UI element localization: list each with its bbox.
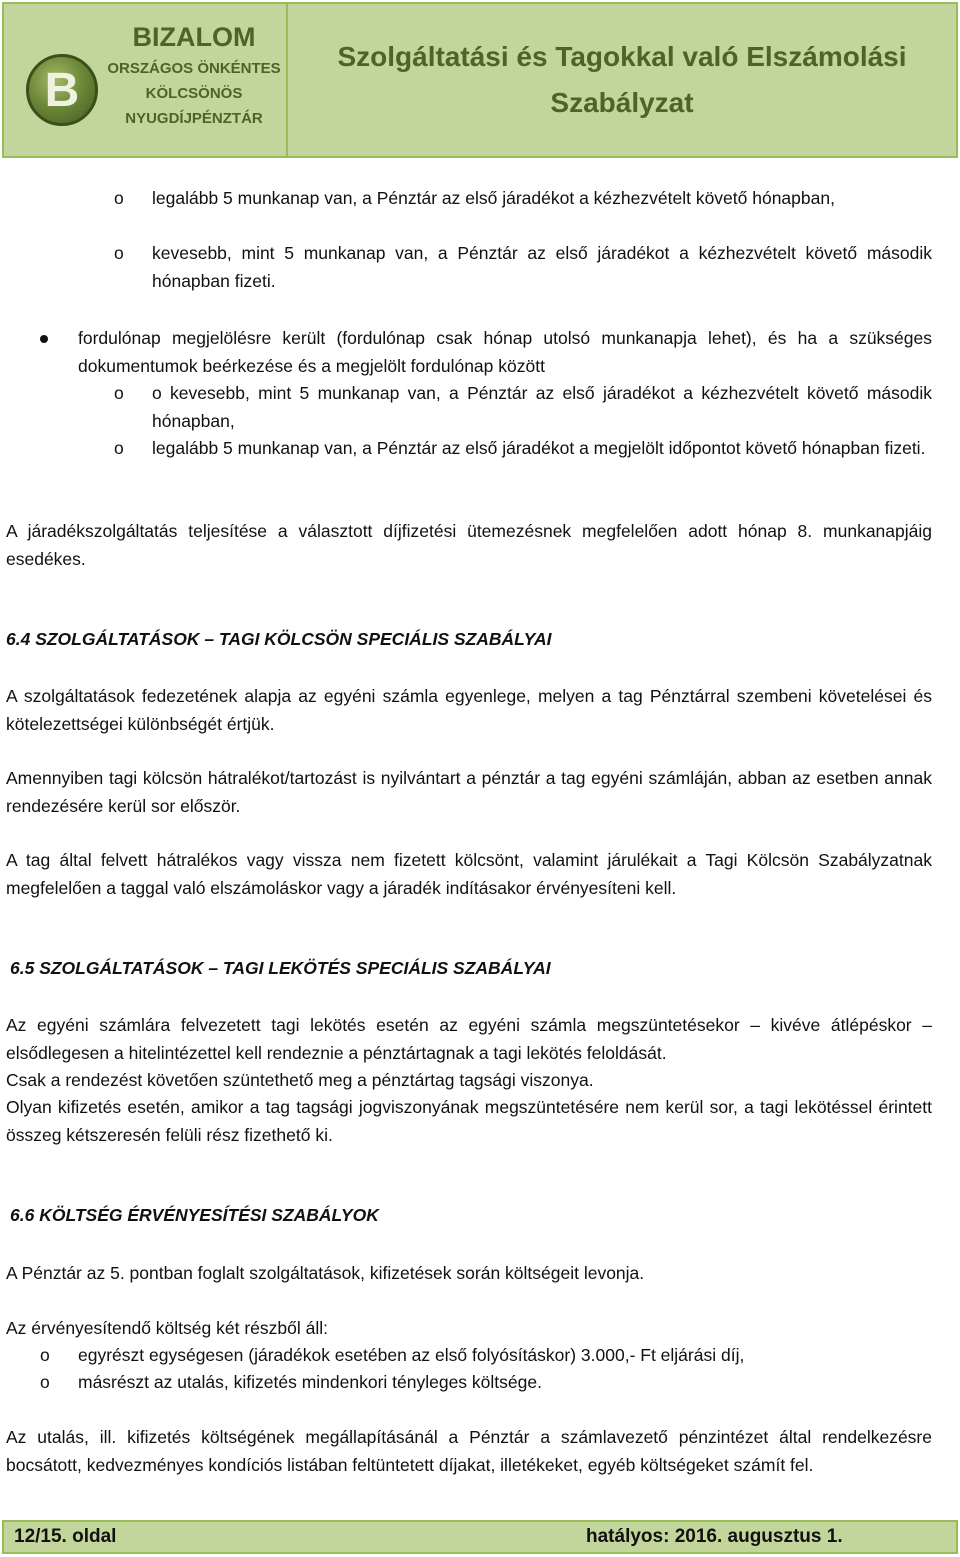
- logo-block: [4, 4, 288, 156]
- organization-name-block: [104, 18, 284, 131]
- section-heading-6-5: 6.5 SZOLGÁLTATÁSOK – TAGI LEKÖTÉS SPECIÁLIS SZABÁLYAI: [10, 958, 551, 978]
- paragraph: A tag által felvett hátralékos vagy vissza nem fizetett kölcsönt, valamint járulékait a Tagi Kölcsön Szabályzatnak megfelelően a taggal való elszámoláskor vagy a járadék indításakor érvényesíteni kell.: [6, 850, 932, 898]
- paragraph-due-date: A járadékszolgáltatás teljesítése a választott díjfizetési ütemezésnek megfelelően adott hónap 8. munkanapjáig esedékes.: [6, 521, 932, 569]
- bullet-icon: [40, 335, 48, 343]
- list-item: legalább 5 munkanap van, a Pénztár az első járadékot a kézhezvételt követő hónapban,: [152, 188, 835, 208]
- paragraph: Csak a rendezést követően szüntethető meg a pénztártag tagsági viszonya.: [6, 1070, 594, 1090]
- document-title-line-2: Szabályzat: [550, 87, 694, 118]
- list-item: kevesebb, mint 5 munkanap van, a Pénztár az első járadékot a kézhezvételt követő második hónapban fizeti.: [152, 243, 932, 291]
- paragraph: A szolgáltatások fedezetének alapja az egyéni számla egyenlege, melyen a tag Pénztárral szembeni követelései és kötelezettségei különbségét értjük.: [6, 686, 932, 734]
- page-footer: [2, 1520, 958, 1554]
- paragraph: Az érvényesítendő költség két részből áll:: [6, 1318, 328, 1338]
- logo-letter: B: [44, 63, 80, 117]
- document-title-line-1: Szolgáltatási és Tagokkal való Elszámolási: [337, 41, 907, 72]
- effective-date: hatályos: 2016. augusztus 1.: [586, 1526, 843, 1547]
- logo: [26, 54, 98, 126]
- section-heading-6-6: 6.6 KÖLTSÉG ÉRVÉNYESÍTÉSI SZABÁLYOK: [10, 1205, 379, 1225]
- list-marker: o: [114, 188, 124, 208]
- list-marker: o: [114, 383, 124, 403]
- section-heading-6-4: 6.4 SZOLGÁLTATÁSOK – TAGI KÖLCSÖN SPECIÁLIS SZABÁLYAI: [6, 629, 552, 649]
- organization-line-3: NYUGDÍJPÉNZTÁR: [125, 110, 263, 127]
- list-marker: o: [40, 1372, 50, 1392]
- bullet-paragraph: fordulónap megjelölésre került (fordulónap csak hónap utolsó munkanapja lehet), és ha a szükséges dokumentumok beérkezése és a megjelölt fordulónap között: [78, 328, 932, 376]
- list-item: o kevesebb, mint 5 munkanap van, a Pénztár az első járadékot a kézhezvételt követő második hónapban,: [152, 383, 932, 431]
- document-title: [288, 4, 956, 156]
- paragraph: Az egyéni számlára felvezetett tagi lekötés esetén az egyéni számla megszüntetésekor – kivéve átlépéskor – elsődlegesen a hitelintézettel kell rendeznie a pénztártagnak a tagi lekötés feloldását.: [6, 1015, 932, 1063]
- paragraph: Olyan kifizetés esetén, amikor a tag tagsági jogviszonyának megszüntetésére nem kerül sor, a tagi lekötéssel érintett összeg kétszeresén felüli rész fizethető ki.: [6, 1097, 932, 1145]
- list-item: legalább 5 munkanap van, a Pénztár az első járadékot a megjelölt időpontot követő hónapban fizeti.: [152, 438, 926, 458]
- organization-line-2: KÖLCSÖNÖS: [145, 85, 243, 102]
- page-header: [2, 2, 958, 158]
- list-marker: o: [114, 243, 124, 263]
- page-number: 12/15. oldal: [14, 1526, 117, 1547]
- organization-line-1: ORSZÁGOS ÖNKÉNTES: [107, 60, 281, 77]
- list-item: másrészt az utalás, kifizetés mindenkori tényleges költsége.: [78, 1372, 542, 1392]
- list-marker: o: [40, 1345, 50, 1365]
- paragraph: A Pénztár az 5. pontban foglalt szolgáltatások, kifizetések során költségeit levonja.: [6, 1263, 645, 1283]
- list-item: egyrészt egységesen (járadékok esetében az első folyósításkor) 3.000,- Ft eljárási díj,: [78, 1345, 745, 1365]
- paragraph: Az utalás, ill. kifizetés költségének megállapításánál a Pénztár a számlavezető pénzintézet által rendelkezésre bocsátott, kedvezményes kondíciós listában feltüntetett díjakat, illetékeket, egyéb költségeket számít fel.: [6, 1427, 932, 1475]
- list-marker: o: [114, 438, 124, 458]
- organization-name: BIZALOM: [132, 22, 256, 52]
- paragraph: Amennyiben tagi kölcsön hátralékot/tartozást is nyilvántart a pénztár a tag egyéni számláján, abban az esetben annak rendezésére kerül sor először.: [6, 768, 932, 816]
